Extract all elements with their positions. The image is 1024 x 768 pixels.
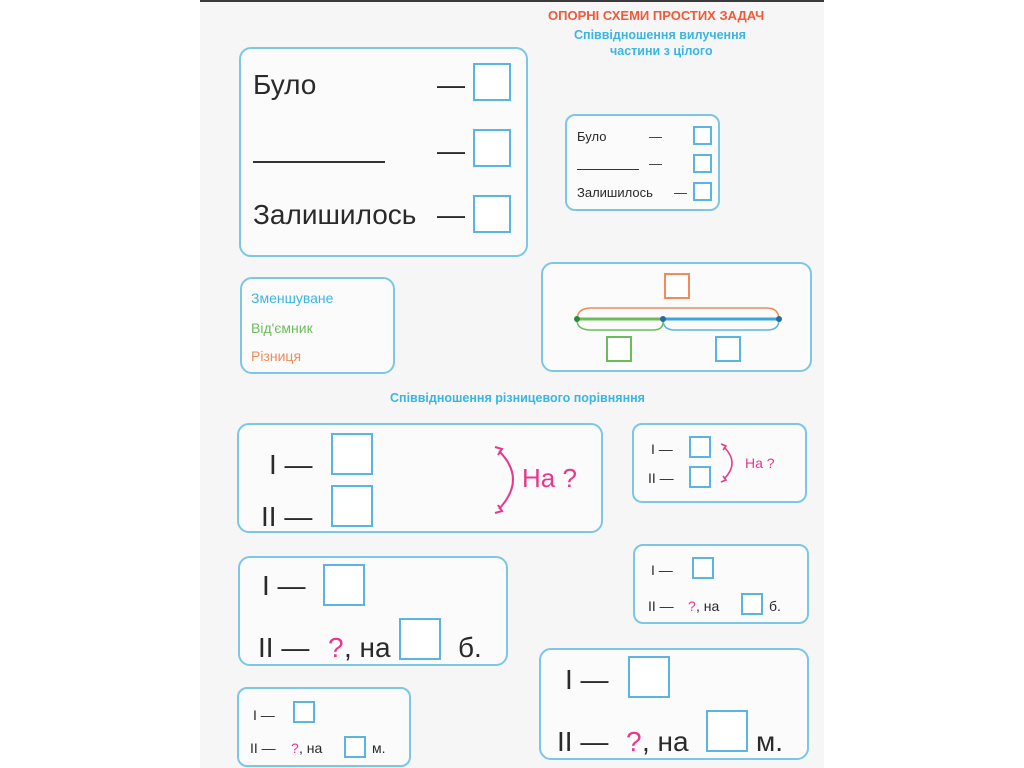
dash: — (437, 199, 465, 230)
answer-box[interactable] (331, 433, 373, 475)
row-two-label: ІІ — (648, 470, 674, 486)
row-one-label: І — (269, 449, 313, 480)
answer-box-part-blue[interactable] (715, 336, 741, 362)
dash: — (649, 156, 662, 171)
row-one-label: І — (651, 441, 673, 457)
answer-box[interactable] (693, 182, 712, 201)
by-label: , на (299, 740, 323, 756)
answer-box[interactable] (473, 63, 511, 101)
label-was: Було (253, 69, 317, 100)
unknown-mark: ? (291, 740, 299, 756)
answer-box[interactable] (693, 126, 712, 145)
term-subtrahend: Від'ємник (251, 320, 313, 336)
row-one-label: І — (565, 664, 609, 695)
row-one-label: І — (262, 570, 306, 601)
section-heading-comparison: Співвідношення різницевого порівняння (390, 391, 645, 405)
dash: — (674, 185, 687, 200)
answer-box[interactable] (689, 466, 711, 488)
answer-box[interactable] (628, 656, 670, 698)
answer-box-whole[interactable] (664, 273, 690, 299)
less-by-small-card (237, 687, 411, 767)
by-label: , на (696, 598, 720, 614)
subtraction-terms-card (240, 277, 395, 374)
unit-less: м. (756, 726, 784, 757)
removal-scheme-large-card (239, 47, 528, 257)
answer-box[interactable] (293, 701, 315, 723)
by-label: , на (642, 726, 689, 757)
difference-compare-large-card (237, 423, 603, 533)
unit-more: б. (458, 632, 482, 663)
term-minuend: Зменшуване (251, 290, 334, 306)
by-label: , на (344, 632, 391, 663)
row-two-label: ІІ — (250, 740, 276, 756)
answer-box[interactable] (344, 736, 366, 758)
compare-bracket-arrow-icon (720, 443, 742, 483)
less-by-large-card (539, 648, 809, 760)
page-title: ОПОРНІ СХЕМИ ПРОСТИХ ЗАДАЧ (548, 8, 765, 23)
label-was: Було (577, 129, 607, 144)
unknown-mark: ? (688, 598, 696, 614)
label-remained: Залишилось (253, 199, 417, 230)
row-two-label: ІІ — (557, 726, 609, 757)
answer-box[interactable] (399, 618, 441, 660)
answer-box[interactable] (331, 485, 373, 527)
removal-scheme-small-card (565, 114, 720, 211)
more-by-large-card (238, 556, 508, 666)
answer-box[interactable] (473, 129, 511, 167)
answer-box[interactable] (323, 564, 365, 606)
term-difference: Різниця (251, 348, 302, 364)
section-heading-removal-line1: Співвідношення вилучення (574, 28, 746, 42)
more-by-small-card (633, 544, 809, 624)
row-one-label: І — (253, 707, 275, 723)
answer-box[interactable] (692, 557, 714, 579)
label-remained: Залишилось (577, 185, 653, 200)
segment-diagram-card (541, 262, 812, 372)
unknown-mark: ? (328, 632, 344, 663)
unit-less: м. (372, 740, 386, 756)
dash: — (649, 129, 662, 144)
question-how-much: На ? (522, 463, 577, 493)
section-heading-removal-line2: частини з цілого (610, 44, 713, 58)
difference-compare-small-card (632, 423, 807, 503)
answer-box[interactable] (741, 593, 763, 615)
blank-line (577, 169, 639, 170)
question-how-much: На ? (745, 455, 775, 471)
row-two-label: ІІ — (261, 501, 313, 532)
answer-box-part-green[interactable] (606, 336, 632, 362)
row-two-label: ІІ — (258, 632, 310, 663)
page-top-border (200, 0, 500, 2)
row-one-label: І — (651, 562, 673, 578)
dash: — (437, 135, 465, 166)
answer-box[interactable] (706, 710, 748, 752)
unit-more: б. (769, 598, 781, 614)
unknown-mark: ? (626, 726, 642, 757)
page-top-border-right (500, 0, 824, 2)
answer-box[interactable] (693, 154, 712, 173)
row-two-label: ІІ — (648, 598, 674, 614)
blank-line (253, 161, 385, 163)
answer-box[interactable] (473, 195, 511, 233)
answer-box[interactable] (689, 436, 711, 458)
dash: — (437, 69, 465, 100)
